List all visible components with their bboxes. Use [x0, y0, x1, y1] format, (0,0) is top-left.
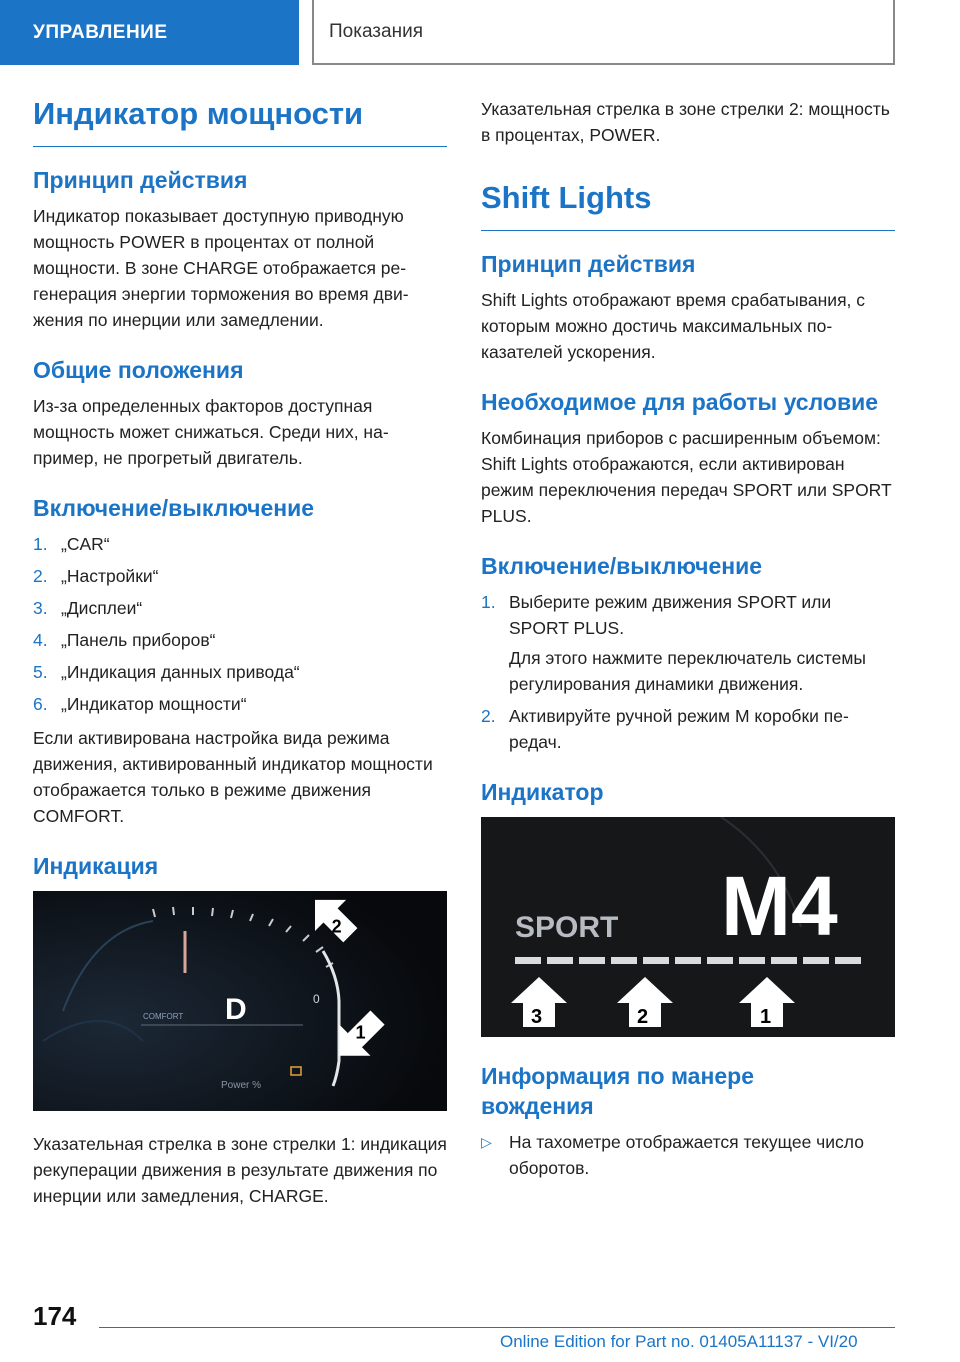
shift-steps-list: [481, 589, 895, 755]
edition-text: Online Edition for Part no. 01405A11137 - VI/20: [500, 1332, 858, 1351]
power-indicator-illustration: [33, 891, 447, 1111]
step-text: „CAR“: [61, 534, 110, 554]
bullet-text: На тахометре отображается текущее число оборотов.: [509, 1132, 864, 1178]
general-text: Из-за определенных факторов доступная мощность может снижаться. Среди них, например, не прогретый двигатель.: [33, 396, 389, 468]
shift-onoff-heading: Включение/выключение: [481, 553, 763, 579]
svg-text:2: 2: [331, 916, 342, 937]
requirement-heading: Необходимое для работы условие: [481, 389, 879, 415]
list-item: [33, 659, 447, 685]
step-text: „Индикация данных привода“: [61, 662, 300, 682]
svg-text:1: 1: [760, 1006, 772, 1028]
requirement-text: Комбинация приборов с расширенным объемом: Shift Lights отображаются, если активирован режим переключения передач SPORT или SPORT PLUS.: [481, 428, 892, 526]
step-subtext: Для этого нажмите переключатель системы регулирования динамики движения.: [509, 648, 866, 694]
charge-caption: Указательная стрелка в зоне стрелки 1: индикация рекуперации движения в результате движения по инерции или замедления, CHARGE.: [33, 1134, 447, 1206]
svg-text:1: 1: [355, 1022, 366, 1043]
triangle-bullet-icon: ▷: [481, 1134, 492, 1150]
power-label: Power %: [221, 1080, 262, 1091]
gear-label: D: [225, 993, 247, 1026]
step-text: „Дисплеи“: [61, 598, 143, 618]
gear-display: M4: [721, 859, 838, 953]
display-heading: Индикация: [33, 853, 159, 879]
shift-principle-text: Shift Lights отображают время срабатывания, с которым можно достичь максимальных показателей ускорения.: [481, 290, 866, 362]
step-number: 2.: [33, 566, 48, 586]
power-caption: Указательная стрелка в зоне стрелки 2: мощность в процентах, POWER.: [481, 99, 890, 145]
list-item: [33, 595, 447, 621]
list-item: [481, 703, 895, 755]
shift-lights-title: Shift Lights: [481, 180, 895, 231]
footer-divider: [99, 1327, 895, 1328]
principle-text: Индикатор показывает доступную приводную мощность POWER в процентах от полной мощности. В зоне CHARGE отображается регенерация энергии торможения во время движения по инерции или замедлении.: [33, 206, 409, 330]
mode-label: COMFORT: [143, 1012, 184, 1021]
header-section: УПРАВЛЕНИЕ: [0, 0, 299, 65]
shift-principle-heading: Принцип действия: [481, 251, 696, 277]
step-number: 4.: [33, 630, 48, 650]
onoff-heading: Включение/выключение: [33, 495, 315, 521]
list-item: [33, 691, 447, 717]
indicator-heading: Индикатор: [481, 779, 604, 805]
mode-note: Если активирована настройка вида режима движения, активированный индикатор мощности отображается только в режиме движения COMFORT.: [33, 728, 433, 826]
step-text: „Панель приборов“: [61, 630, 216, 650]
shift-lights-illustration: [481, 817, 895, 1037]
svg-text:3: 3: [531, 1006, 543, 1028]
info-heading: Информация по манере вождения: [481, 1063, 754, 1119]
list-item: [33, 531, 447, 557]
principle-heading: Принцип действия: [33, 167, 248, 193]
step-text: „Индикатор мощности“: [61, 694, 247, 714]
info-bullet: [481, 1129, 895, 1181]
left-column: [33, 96, 447, 1209]
header-subsection-label: Показания: [329, 20, 423, 42]
step-text: „Настройки“: [61, 566, 159, 586]
page-title: Индикатор мощности: [33, 96, 447, 147]
step-number: 1.: [33, 534, 48, 554]
step-number: 5.: [33, 662, 48, 682]
right-column: [481, 96, 895, 1181]
power-indicator-image: [33, 891, 447, 1111]
sport-label: SPORT: [515, 911, 619, 944]
shift-lights-image: [481, 817, 895, 1037]
svg-text:2: 2: [637, 1006, 649, 1028]
list-item: [33, 627, 447, 653]
step-number: 6.: [33, 694, 48, 714]
step-text: Активируйте ручной режим M коробки передач.: [509, 706, 849, 752]
general-heading: Общие положения: [33, 357, 244, 383]
page-number: 174: [33, 1301, 77, 1331]
steps-list: [33, 531, 447, 717]
list-item: [33, 563, 447, 589]
zero-label: 0: [313, 992, 320, 1006]
list-item: [481, 589, 895, 641]
header-subsection: [312, 0, 895, 65]
step-number: 2.: [481, 706, 496, 726]
step-number: 1.: [481, 592, 496, 612]
step-text: Выберите режим движения SPORT или SPORT PLUS.: [509, 592, 832, 638]
step-number: 3.: [33, 598, 48, 618]
